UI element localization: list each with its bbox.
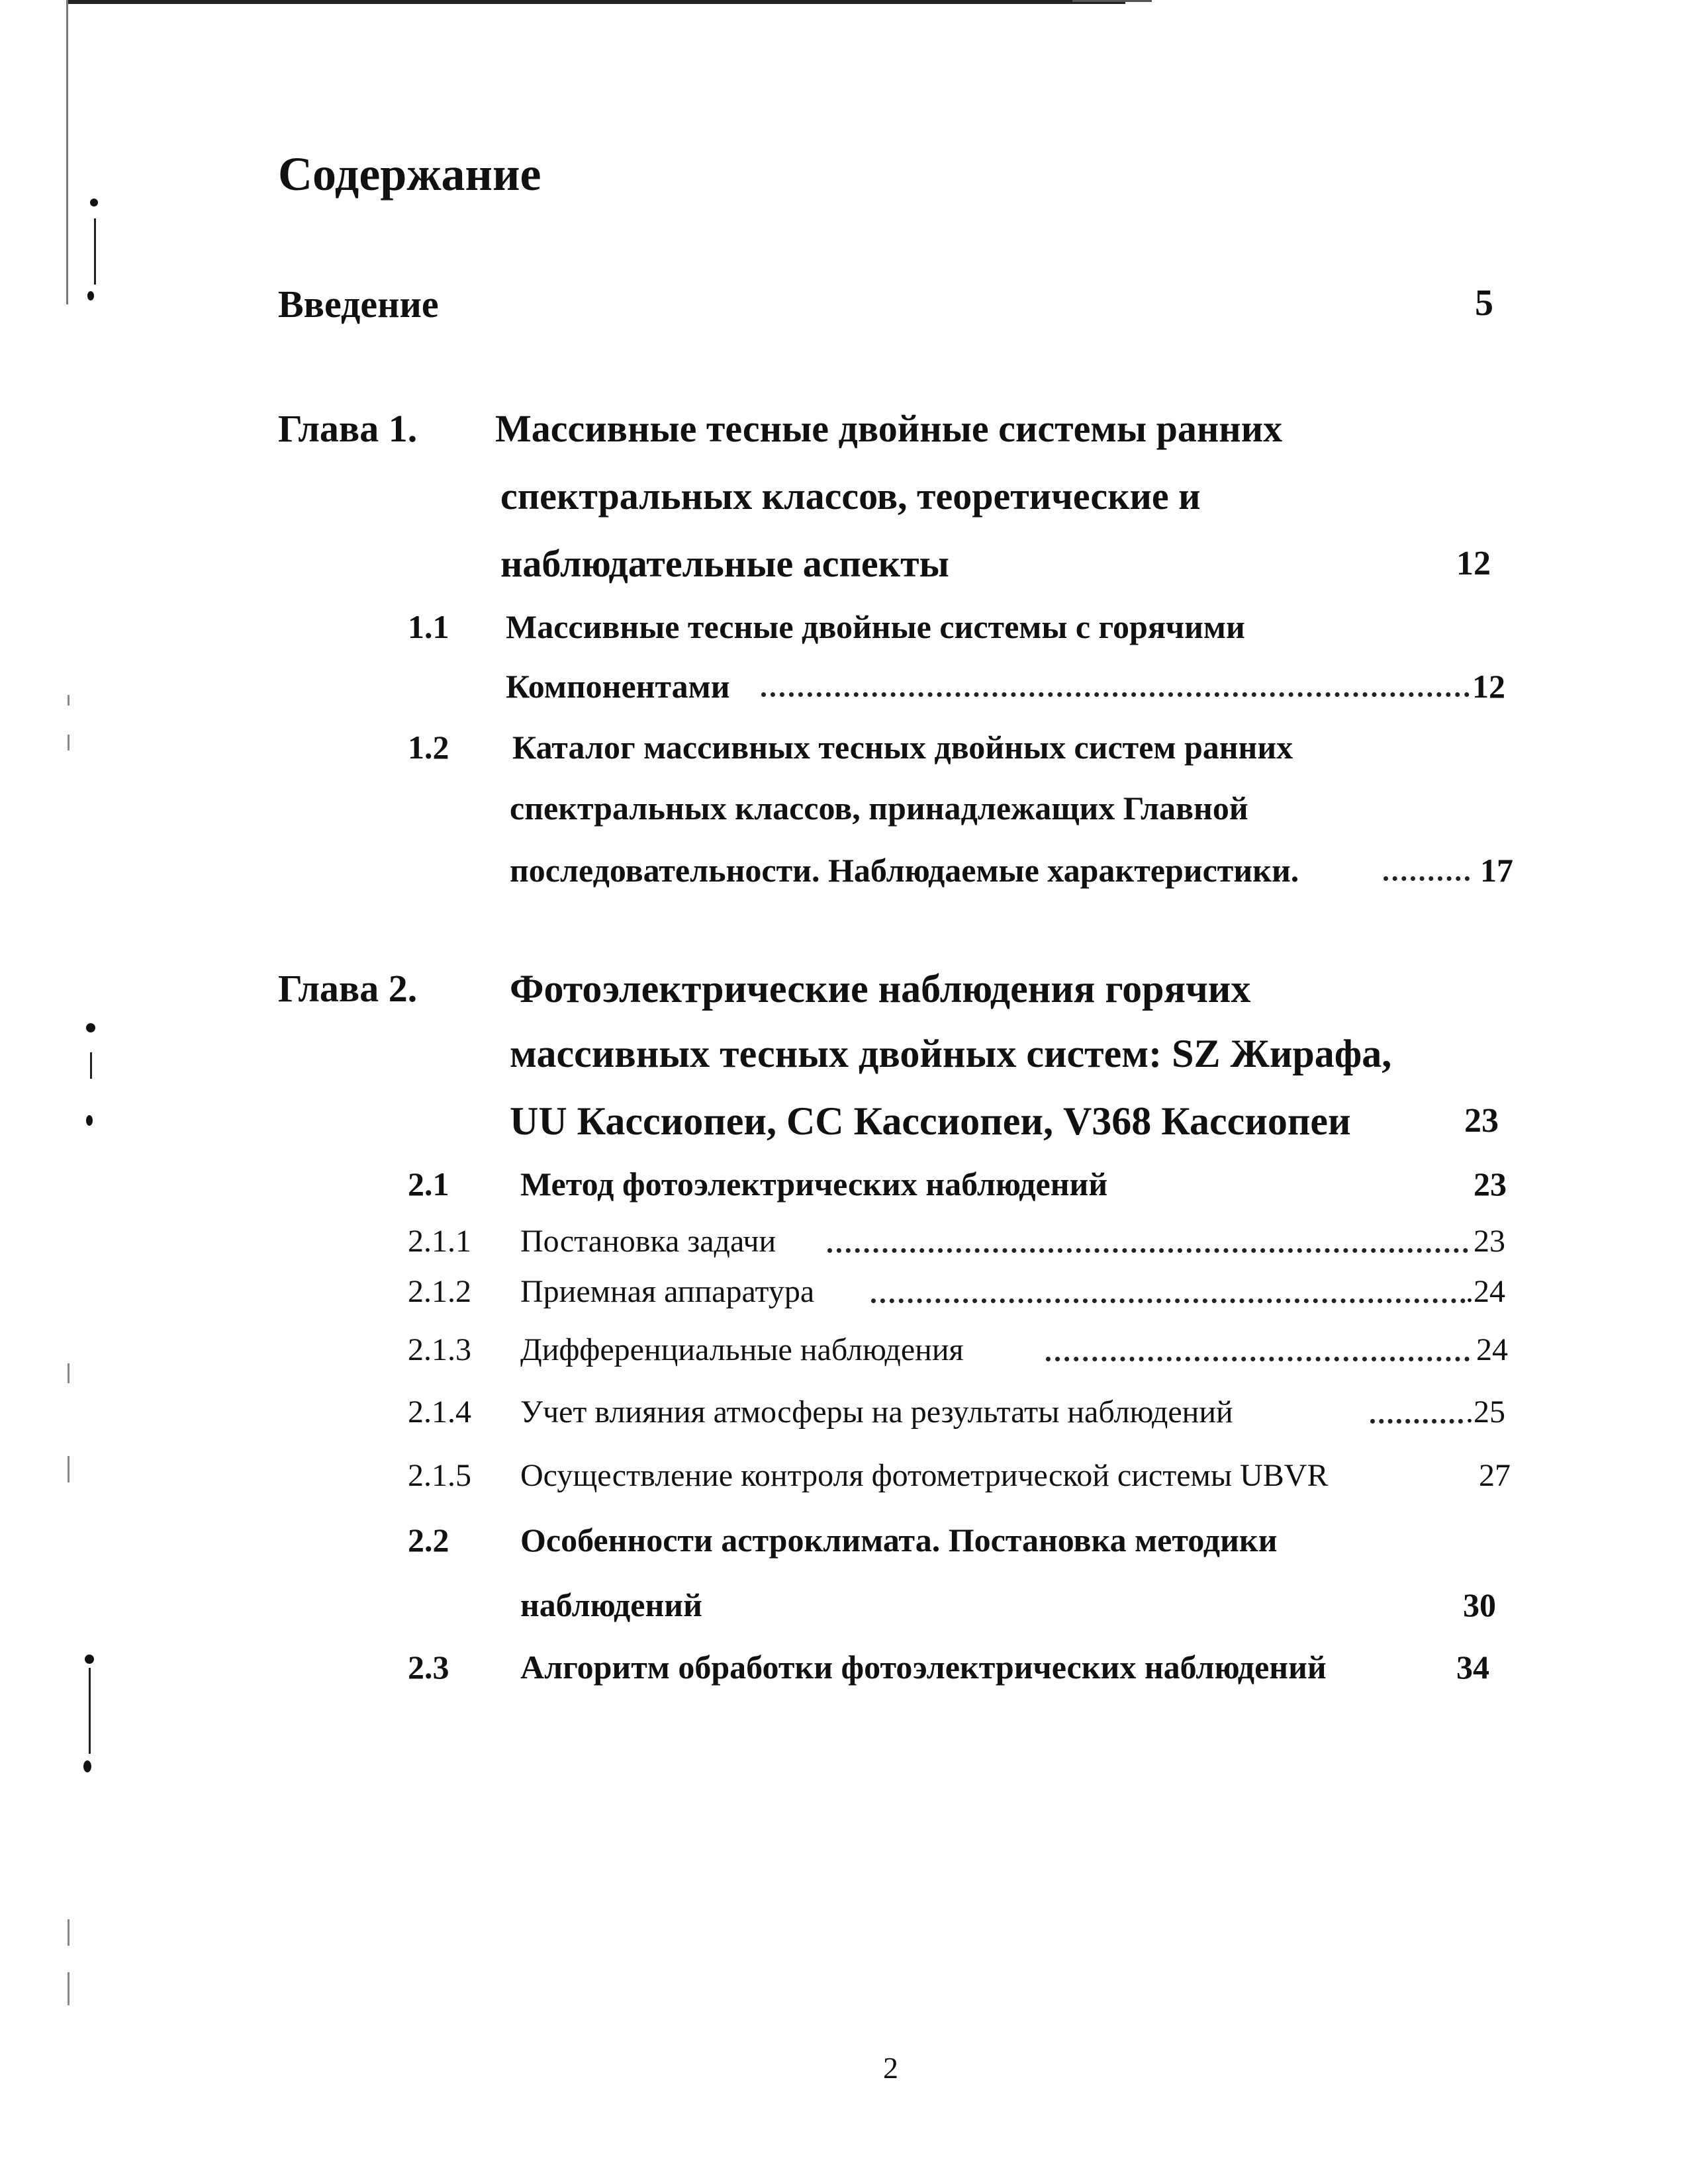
section-number: 2.3 [408, 1649, 449, 1686]
dot-leader [827, 1248, 1468, 1253]
subsection-page: 23 [1474, 1224, 1505, 1259]
section-page: 17 [1480, 852, 1513, 889]
section-title: Алгоритм обработки фотоэлектрических наблюдений [520, 1649, 1327, 1686]
intro-page: 5 [1475, 283, 1493, 324]
dot-leader [871, 1298, 1466, 1303]
scan-tick [68, 1919, 70, 1946]
dot-leader [1046, 1357, 1470, 1361]
dot-leader [761, 692, 1470, 697]
chapter2-title-line: Фотоэлектрические наблюдения горячих [510, 967, 1251, 1011]
intro-label: Введение [278, 283, 439, 326]
scan-tick [68, 735, 70, 751]
scan-tick [68, 695, 70, 705]
subsection-title: Осуществление контроля фотометрической системы UBVR [520, 1458, 1329, 1493]
subsection-number: 2.1.2 [408, 1274, 471, 1309]
dot-leader [1370, 1419, 1463, 1424]
section-number: 2.2 [408, 1522, 449, 1559]
section-page: 34 [1456, 1649, 1489, 1686]
section-title-line: последовательности. Наблюдаемые характеристики. [510, 852, 1299, 889]
binder-mark [87, 291, 94, 300]
chapter2-title-line: UU Кассиопеи, CC Кассиопеи, V368 Кассиопеи [510, 1099, 1351, 1143]
scan-edge-top [66, 0, 1125, 4]
scan-edge-left [66, 0, 68, 304]
binder-mark [85, 1655, 94, 1664]
binder-mark [90, 199, 98, 206]
subsection-page: .25 [1466, 1394, 1505, 1430]
subsection-number: 2.1.1 [408, 1224, 471, 1259]
chapter1-page: 12 [1456, 545, 1491, 582]
subsection-page: 24 [1476, 1332, 1508, 1367]
chapter1-label: Глава 1. [278, 407, 418, 450]
page-title: Содержание [278, 148, 541, 201]
binder-mark [94, 218, 96, 285]
section-title-line: Особенности астроклимата. Постановка методики [520, 1522, 1278, 1559]
binder-mark [86, 1023, 95, 1032]
section-title-line: Каталог массивных тесных двойных систем ранних [512, 729, 1293, 766]
section-number: 2.1 [408, 1165, 449, 1203]
section-title-line: Массивные тесные двойные системы с горячими [506, 608, 1245, 645]
section-title: Метод фотоэлектрических наблюдений [520, 1165, 1108, 1203]
chapter2-page: 23 [1464, 1102, 1499, 1140]
subsection-title: Постановка задачи [520, 1224, 776, 1259]
section-title-line: наблюдений [520, 1586, 702, 1623]
chapter2-title-line: массивных тесных двойных систем: SZ Жирафа, [510, 1032, 1392, 1075]
subsection-title: Приемная аппаратура [520, 1274, 815, 1309]
section-page: 12 [1472, 668, 1505, 705]
subsection-page: .24 [1466, 1274, 1505, 1309]
page-number: 2 [883, 2051, 898, 2085]
chapter2-label: Глава 2. [278, 967, 418, 1010]
scan-tick [68, 1363, 70, 1383]
binder-mark [89, 1668, 91, 1754]
section-number: 1.1 [408, 608, 449, 645]
section-title-line: спектральных классов, принадлежащих Главной [510, 790, 1248, 827]
binder-mark [86, 1115, 93, 1126]
chapter1-title-line: Массивные тесные двойные системы ранних [495, 407, 1283, 450]
section-page: 23 [1474, 1165, 1507, 1203]
subsection-page: 27 [1479, 1458, 1511, 1493]
scan-tick [68, 1972, 70, 2005]
scan-tick [68, 1456, 70, 1482]
subsection-number: 2.1.5 [408, 1458, 471, 1493]
subsection-title: Дифференциальные наблюдения [520, 1332, 964, 1367]
binder-mark [83, 1760, 91, 1772]
chapter1-title-line: наблюдательные аспекты [500, 542, 949, 585]
section-page: 30 [1463, 1586, 1496, 1623]
section-number: 1.2 [408, 729, 449, 766]
chapter1-title-line: спектральных классов, теоретические и [500, 475, 1201, 518]
subsection-number: 2.1.3 [408, 1332, 471, 1367]
dot-leader [1383, 876, 1470, 881]
scan-edge-top-fragment [1072, 0, 1152, 2]
section-title-line: Компонентами [506, 668, 730, 705]
subsection-title: Учет влияния атмосферы на результаты наблюдений [520, 1394, 1233, 1430]
binder-mark [90, 1052, 92, 1079]
subsection-number: 2.1.4 [408, 1394, 471, 1430]
